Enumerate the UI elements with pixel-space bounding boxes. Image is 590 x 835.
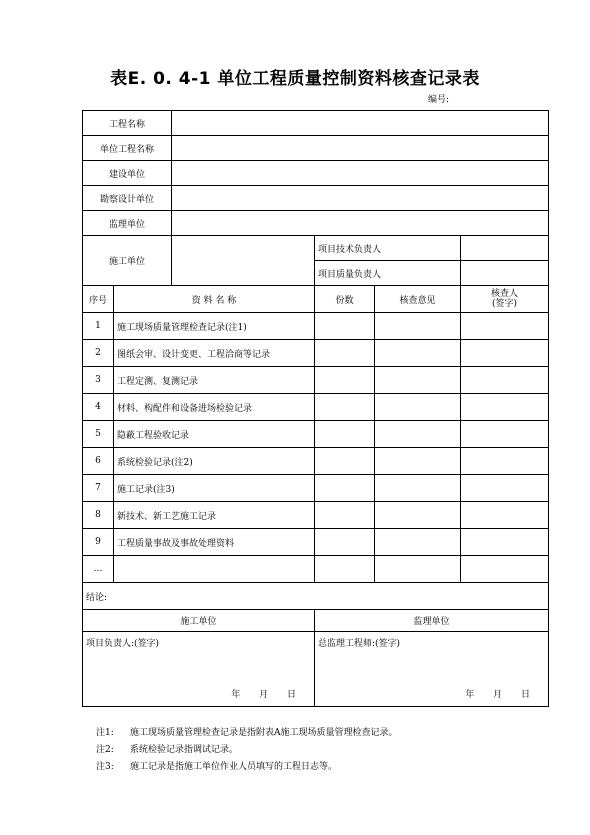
table-row	[83, 367, 549, 394]
row-doc-name: 系统检验记录(注2)	[114, 448, 315, 475]
row-review-opinion[interactable]	[375, 448, 461, 475]
row-checker[interactable]	[461, 529, 549, 556]
col-checker-line2: (签字)	[492, 299, 518, 309]
col-checker-line1: 核查人	[491, 289, 519, 299]
row-copies[interactable]	[315, 556, 375, 583]
row-seq: 4	[83, 394, 114, 421]
row-checker[interactable]	[461, 502, 549, 529]
row-copies[interactable]	[315, 475, 375, 502]
row-copies[interactable]	[315, 448, 375, 475]
field-tech-lead[interactable]	[461, 236, 549, 261]
supervisor-date: 年 月 日	[465, 690, 539, 700]
label-construction-unit: 建设单位	[83, 161, 172, 186]
row-seq: 9	[83, 529, 114, 556]
table-row	[83, 556, 549, 583]
row-review-opinion[interactable]	[375, 394, 461, 421]
row-checker[interactable]	[461, 340, 549, 367]
table-row	[83, 529, 549, 556]
field-unit-project-name[interactable]	[172, 136, 549, 161]
row-doc-name: 工程质量事故及事故处理资料	[114, 529, 315, 556]
contractor-header: 施工单位	[83, 610, 315, 632]
code-label: 编号:	[428, 95, 450, 105]
row-seq: 5	[83, 421, 114, 448]
row-review-opinion[interactable]	[375, 340, 461, 367]
col-copies: 份数	[315, 286, 375, 313]
table-row	[83, 313, 549, 340]
doc-rows	[83, 313, 549, 583]
row-seq: …	[83, 556, 114, 583]
col-review-opinion: 核查意见	[375, 286, 461, 313]
row-copies[interactable]	[315, 421, 375, 448]
field-quality-lead[interactable]	[461, 261, 549, 286]
row-review-opinion[interactable]	[375, 421, 461, 448]
field-project-name[interactable]	[172, 111, 549, 136]
row-doc-name: 施工现场质量管理检查记录(注1)	[114, 313, 315, 340]
field-construction-unit[interactable]	[172, 161, 549, 186]
note-2: 注2: 系统检验记录指调试记录。	[96, 745, 239, 755]
supervisor-sign-text: 总监理工程师:(签字)	[318, 639, 401, 649]
row-review-opinion[interactable]	[375, 367, 461, 394]
row-doc-name	[114, 556, 315, 583]
note-1: 注1: 施工现场质量管理检查记录是指附表A施工现场质量管理检查记录。	[96, 728, 398, 738]
row-doc-name: 工程定测、复测记录	[114, 367, 315, 394]
row-seq: 1	[83, 313, 114, 340]
table-row	[83, 475, 549, 502]
row-doc-name: 材料、构配件和设备进场检验记录	[114, 394, 315, 421]
row-doc-name: 隐蔽工程验收记录	[114, 421, 315, 448]
row-copies[interactable]	[315, 394, 375, 421]
row-checker[interactable]	[461, 394, 549, 421]
row-copies[interactable]	[315, 313, 375, 340]
row-copies[interactable]	[315, 529, 375, 556]
row-seq: 7	[83, 475, 114, 502]
row-review-opinion[interactable]	[375, 556, 461, 583]
row-review-opinion[interactable]	[375, 529, 461, 556]
field-supervision-unit[interactable]	[172, 211, 549, 236]
table-row	[83, 421, 549, 448]
contractor-date: 年 月 日	[231, 690, 305, 700]
row-review-opinion[interactable]	[375, 313, 461, 340]
row-copies[interactable]	[315, 340, 375, 367]
contractor-sign-cell[interactable]	[83, 632, 315, 707]
row-checker[interactable]	[461, 313, 549, 340]
row-checker[interactable]	[461, 556, 549, 583]
field-survey-design-unit[interactable]	[172, 186, 549, 211]
label-survey-design-unit: 勘察设计单位	[83, 186, 172, 211]
row-seq: 3	[83, 367, 114, 394]
label-quality-lead: 项目质量负责人	[315, 261, 461, 286]
field-contractor-unit[interactable]	[172, 236, 315, 286]
label-project-name: 工程名称	[83, 111, 172, 136]
row-checker[interactable]	[461, 367, 549, 394]
row-checker[interactable]	[461, 448, 549, 475]
row-checker[interactable]	[461, 421, 549, 448]
note-3: 注3: 施工记录是指施工单位作业人员填写的工程日志等。	[96, 762, 338, 772]
row-doc-name: 新技术、新工艺施工记录	[114, 502, 315, 529]
row-copies[interactable]	[315, 502, 375, 529]
notes	[96, 725, 398, 776]
row-review-opinion[interactable]	[375, 475, 461, 502]
label-contractor-unit: 施工单位	[83, 236, 172, 286]
label-supervision-unit: 监理单位	[83, 211, 172, 236]
table-row	[83, 394, 549, 421]
col-checker	[461, 286, 549, 313]
row-doc-name: 施工记录(注3)	[114, 475, 315, 502]
row-seq: 8	[83, 502, 114, 529]
conclusion-label: 结论:	[83, 583, 549, 610]
page-title: 表E. 0. 4-1 单位工程质量控制资料核查记录表	[110, 69, 480, 89]
row-seq: 2	[83, 340, 114, 367]
row-seq: 6	[83, 448, 114, 475]
label-tech-lead: 项目技术负责人	[315, 236, 461, 261]
table-row	[83, 340, 549, 367]
supervisor-header: 监理单位	[315, 610, 549, 632]
table-row	[83, 502, 549, 529]
row-copies[interactable]	[315, 367, 375, 394]
col-seq: 序号	[83, 286, 114, 313]
row-review-opinion[interactable]	[375, 502, 461, 529]
contractor-sign-text: 项目负责人:(签字)	[86, 639, 160, 649]
supervisor-sign-cell[interactable]	[315, 632, 549, 707]
record-table	[82, 110, 549, 707]
row-doc-name: 图纸会审、设计变更、工程洽商等记录	[114, 340, 315, 367]
label-unit-project-name: 单位工程名称	[83, 136, 172, 161]
table-row	[83, 448, 549, 475]
col-doc-name: 资 料 名 称	[114, 286, 315, 313]
row-checker[interactable]	[461, 475, 549, 502]
